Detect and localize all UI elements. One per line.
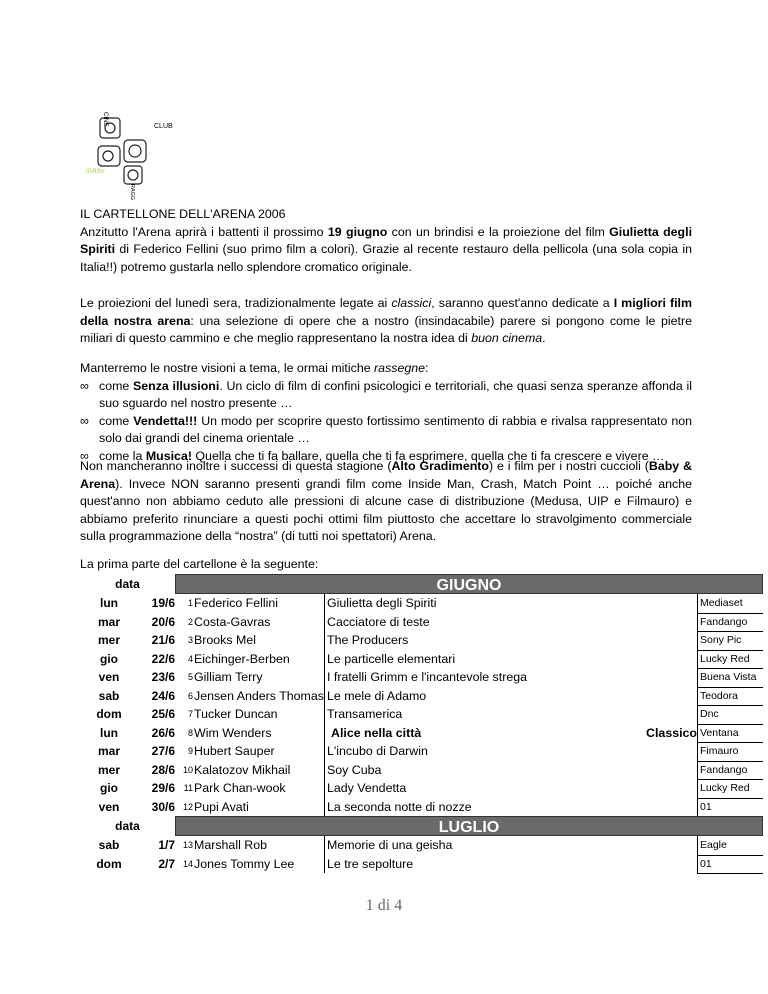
date-column-header: data — [115, 577, 140, 591]
date-cell: 30/6 — [151, 799, 175, 814]
category-label: Classico — [646, 725, 697, 740]
table-row — [80, 594, 763, 613]
table-row — [80, 668, 763, 687]
svg-text:CINE: CINE — [102, 112, 108, 127]
table-row — [80, 631, 763, 650]
director-cell: Gilliam Terry — [194, 670, 263, 684]
table-row — [80, 855, 763, 874]
distributor-cell: Fandango — [697, 761, 763, 781]
date-cell: 28/6 — [151, 762, 175, 777]
day-cell: lun — [100, 596, 118, 610]
distributor-cell: Fimauro — [697, 742, 763, 762]
successes-paragraph: Non mancheranno inoltre i successi di questa stagione (Alto Gradimento) e i film per i nostri cuccioli (Baby & Arena). Invece NON saranno presenti grandi film come Inside Man, Crash, Match Point … poiché anche quest'anno non abbiamo ceduto alle pressioni di alcune case di distribuzione (Medusa, UIP e Filmauro) e abbiamo preferito rinunciare a questi pochi ottimi film piuttosto che accettare lo stravolgimento commerciale sulla programmazione della “nostra” (di tutti noi spettatori) Arena. — [80, 459, 693, 543]
number-cell: 14 — [182, 858, 193, 869]
intro-section — [80, 206, 692, 276]
title-cell: Le particelle elementari — [324, 650, 677, 669]
distributor-cell: Buena Vista — [697, 668, 763, 688]
monday-paragraph: Le proiezioni del lunedì sera, tradizionalmente legate ai classici, saranno quest'anno dedicate a I migliori film della nostra arena: una selezione di opere che a nostro (insindacabile) parere si pongono come le pietre miliari di questo cammino e che meglio rappresentano la nostra idea di buon cinema. — [80, 296, 692, 345]
luglio-header — [80, 816, 763, 836]
distributor-cell: Sony Pic — [697, 631, 763, 651]
day-cell: ven — [98, 799, 120, 814]
giugno-rows — [80, 594, 763, 816]
giugno-header — [80, 574, 763, 594]
distributor-cell: Mediaset — [697, 594, 763, 614]
director-cell: Hubert Sauper — [194, 744, 275, 758]
day-cell: mer — [97, 633, 120, 647]
day-cell: mar — [97, 614, 120, 629]
director-cell: Marshall Rob — [194, 838, 267, 852]
date-cell: 26/6 — [151, 725, 175, 740]
day-cell: dom — [96, 856, 122, 871]
day-cell: gio — [100, 781, 118, 795]
cineclub-logo — [84, 100, 204, 200]
number-cell: 6 — [187, 690, 193, 701]
title-cell: Lady Vendetta — [324, 779, 677, 798]
themes-list — [80, 378, 692, 466]
table-row — [80, 761, 763, 780]
number-cell: 10 — [182, 764, 193, 775]
table-row — [80, 798, 763, 817]
director-cell: Jensen Anders Thomas — [194, 688, 324, 703]
month-label: GIUGNO — [175, 574, 763, 594]
day-cell: lun — [100, 725, 118, 740]
title-cell: L'incubo di Darwin — [324, 742, 677, 761]
number-cell: 4 — [187, 653, 193, 664]
title-cell: Giulietta degli Spiriti — [324, 594, 677, 613]
distributor-cell: Eagle — [697, 836, 763, 856]
director-cell: Eichinger-Berben — [194, 651, 290, 666]
list-item: ∞ come Vendetta!!! Un modo per scoprire questo fortissimo sentimento di rabbia e rivalsa rappresentato non solo dai grandi del cinema orientale … — [80, 413, 692, 445]
table-intro: La prima parte del cartellone è la seguente: — [80, 557, 319, 571]
day-cell: sab — [98, 838, 120, 852]
date-column-header: data — [115, 819, 140, 833]
svg-text:IGRSV: IGRSV — [86, 169, 105, 175]
distributor-cell: Dnc — [697, 705, 763, 725]
director-cell: Wim Wenders — [194, 725, 272, 740]
table-row — [80, 705, 763, 724]
table-row — [80, 687, 763, 706]
day-cell: ven — [98, 670, 120, 684]
day-cell: sab — [98, 688, 120, 703]
title-cell: Le mele di Adamo — [324, 687, 677, 706]
number-cell: 7 — [187, 709, 193, 719]
director-cell: Kalatozov Mikhail — [194, 762, 291, 777]
distributor-cell: Fandango — [697, 613, 763, 633]
table-row — [80, 650, 763, 669]
date-cell: 25/6 — [151, 707, 175, 721]
number-cell: 13 — [182, 840, 193, 850]
number-cell: 12 — [182, 801, 193, 812]
distributor-cell: 01 — [697, 855, 763, 875]
number-cell: 1 — [187, 598, 193, 608]
title-cell: Memorie di una geisha — [324, 836, 677, 855]
title-cell: Transamerica — [324, 705, 677, 724]
infinity-icon: ∞ — [80, 413, 89, 428]
date-cell: 20/6 — [151, 614, 175, 629]
director-cell: Pupi Avati — [194, 799, 249, 814]
infinity-icon: ∞ — [80, 448, 89, 463]
infinity-icon: ∞ — [80, 378, 89, 393]
svg-text:RAGGIO: RAGGIO — [129, 184, 135, 200]
table-row — [80, 724, 763, 743]
date-cell: 27/6 — [151, 744, 175, 758]
page-number: 1 di 4 — [365, 897, 403, 914]
date-cell: 23/6 — [151, 670, 175, 684]
table-row — [80, 613, 763, 632]
date-cell: 22/6 — [151, 651, 175, 666]
themes-section: Manterremo le nostre visioni a tema, le ormai mitiche rassegne: ∞ come Senza illusioni. Un ciclo di film di confini psicologici e territoriali, che quasi senza speranze affonda il suo sguardo nel nostro presente … ∞ come Vendetta!!! Un modo per scoprire questo fortissimo sentimento di rabbia e rivalsa rappresentato non solo dai grandi del cinema orientale … ∞ come la Musica! Quella che ti fa ballare, quella che ti fa esprimere, quella che ti fa crescere e vivere … — [80, 360, 692, 465]
title-cell: I fratelli Grimm e l'incantevole strega — [324, 668, 677, 687]
date-cell: 21/6 — [151, 633, 175, 647]
number-cell: 3 — [187, 635, 193, 645]
day-cell: dom — [96, 707, 122, 721]
day-cell: mer — [97, 762, 120, 777]
director-cell: Jones Tommy Lee — [194, 856, 295, 871]
date-cell: 2/7 — [158, 856, 175, 871]
page-title: IL CARTELLONE DELL'ARENA 2006 — [80, 207, 286, 221]
table-row — [80, 779, 763, 798]
number-cell: 9 — [187, 746, 193, 756]
title-cell: Alice nella città — [324, 724, 681, 743]
title-cell: Le tre sepolture — [324, 855, 677, 874]
list-item: ∞ come la Musica! Quella che ti fa ballare, quella che ti fa esprimere, quella che ti fa crescere e vivere … — [80, 448, 692, 466]
schedule-table — [80, 574, 763, 873]
title-cell: Cacciatore di teste — [324, 613, 677, 632]
distributor-cell: Lucky Red — [697, 650, 763, 670]
distributor-cell: Lucky Red — [697, 779, 763, 799]
number-cell: 11 — [183, 783, 193, 793]
list-item: ∞ come Senza illusioni. Un ciclo di film di confini psicologici e territoriali, che quasi senza speranze affonda il suo sguardo nel nostro presente … — [80, 378, 692, 410]
number-cell: 2 — [187, 616, 193, 627]
date-cell: 1/7 — [158, 838, 175, 852]
director-cell: Federico Fellini — [194, 596, 279, 610]
title-cell: The Producers — [324, 631, 677, 650]
date-cell: 24/6 — [151, 688, 175, 703]
director-cell: Tucker Duncan — [194, 707, 278, 721]
svg-text:CLUB: CLUB — [154, 123, 173, 130]
table-row — [80, 742, 763, 761]
title-cell: La seconda notte di nozze — [324, 798, 677, 817]
luglio-rows — [80, 836, 763, 873]
director-cell: Park Chan-wook — [194, 781, 286, 795]
day-cell: gio — [100, 651, 118, 666]
month-label: LUGLIO — [175, 816, 763, 836]
director-cell: Costa-Gavras — [194, 614, 271, 629]
distributor-cell: 01 — [697, 798, 763, 818]
date-cell: 29/6 — [151, 781, 175, 795]
date-cell: 19/6 — [151, 596, 175, 610]
number-cell: 5 — [187, 672, 193, 682]
title-cell: Soy Cuba — [324, 761, 677, 780]
director-cell: Brooks Mel — [194, 633, 256, 647]
distributor-cell: Ventana — [697, 724, 763, 744]
number-cell: 8 — [187, 727, 193, 738]
distributor-cell: Teodora — [697, 687, 763, 707]
day-cell: mar — [97, 744, 120, 758]
table-row — [80, 836, 763, 855]
intro-paragraph: Anzitutto l'Arena aprirà i battenti il prossimo 19 giugno con un brindisi e la proiezione del film Giulietta degli Spiriti di Federico Fellini (suo primo film a colori). Grazie al recente restauro della pellicola (una sola copia in Italia!!) potremo gustarla nello splendore cromatico originale. — [80, 224, 693, 274]
